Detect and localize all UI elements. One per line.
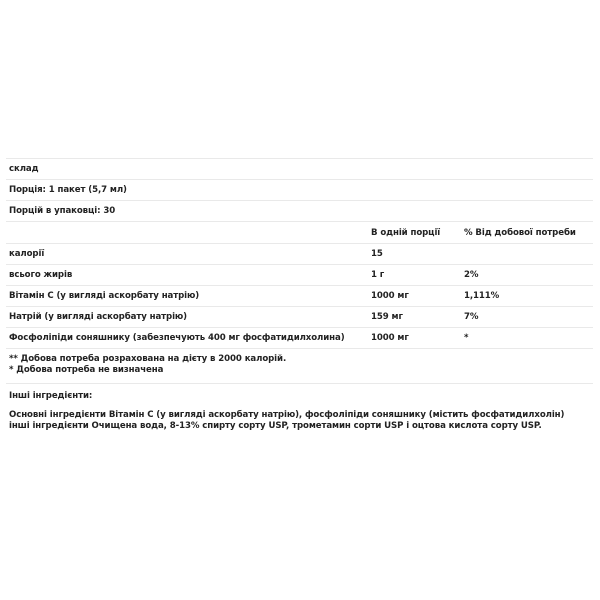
footnotes <box>6 348 593 384</box>
nutrient-daily-value: * <box>464 333 469 343</box>
nutrient-amount: 159 мг <box>371 312 403 322</box>
footnote-not-established: * Добова потреба не визначена <box>9 365 164 375</box>
serving-size-row <box>6 179 593 200</box>
section-title: склад <box>9 164 39 174</box>
header-daily-value: % Від добової потреби <box>464 227 576 238</box>
nutrient-name: Натрій (у вигляді аскорбату натрію) <box>9 312 187 322</box>
nutrient-daily-value: 1,111% <box>464 291 500 301</box>
table-row <box>6 264 593 285</box>
section-title-row <box>6 158 593 179</box>
nutrient-amount: 1 г <box>371 270 385 280</box>
nutrient-name: калорії <box>9 249 45 259</box>
servings-per-container: Порцій в упаковці: 30 <box>9 206 116 216</box>
other-ingredients-text: Основні інгредієнти Вітамін С (у вигляді аскорбату натрію), фосфоліпіди соняшнику (містить фосфатидилхолін) інші інгредієнти Очищена вода, 8-13% спирту сорту USP, трометамин сорти USP і оцтова кислота сорту USP. <box>9 410 565 431</box>
servings-per-container-row <box>6 200 593 221</box>
serving-size: Порція: 1 пакет (5,7 мл) <box>9 185 127 195</box>
footnote-daily-value-basis: ** Добова потреба розрахована на дієту в 2000 калорій. <box>9 354 287 364</box>
header-amount: В одній порції <box>371 227 441 238</box>
nutrient-daily-value: 2% <box>464 270 479 280</box>
nutrient-name: всього жирів <box>9 270 73 280</box>
other-ingredients-title: Інші інгредієнти: <box>9 391 93 401</box>
table-row <box>6 285 593 306</box>
nutrient-amount: 15 <box>371 249 383 259</box>
table-row <box>6 243 593 264</box>
table-row <box>6 327 593 348</box>
nutrient-name: Вітамін С (у вигляді аскорбату натрію) <box>9 291 200 301</box>
supplement-facts <box>6 158 593 432</box>
nutrient-amount: 1000 мг <box>371 291 409 301</box>
nutrient-daily-value: 7% <box>464 312 479 322</box>
table-header-row <box>6 221 593 243</box>
nutrient-amount: 1000 мг <box>371 333 409 343</box>
table-row <box>6 306 593 327</box>
nutrient-name: Фосфоліпіди соняшнику (забезпечують 400 мг фосфатидилхолина) <box>9 333 345 343</box>
